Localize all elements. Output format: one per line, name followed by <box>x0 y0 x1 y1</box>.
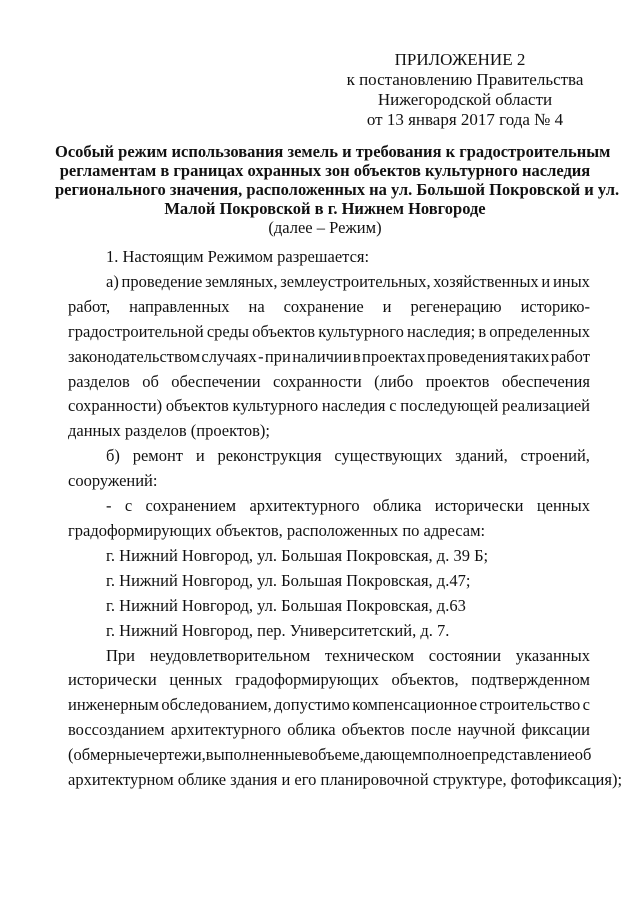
word: на <box>248 296 265 316</box>
word: законодательством <box>68 346 201 366</box>
word: чертежи, <box>143 745 206 765</box>
word: состоянии <box>428 645 502 665</box>
word: историко- <box>520 296 590 316</box>
word: При <box>106 645 135 665</box>
word: после <box>410 720 452 740</box>
paragraph-a-line <box>68 345 590 370</box>
word: хозяйственных <box>433 271 539 291</box>
word: градоформирующих <box>235 670 379 690</box>
appendix-date-line: от 13 января 2017 года № 4 <box>366 110 564 129</box>
word: градостроительной <box>68 321 204 341</box>
word: - <box>258 346 264 366</box>
word: исторически <box>434 496 524 516</box>
document-heading <box>55 142 620 237</box>
word: реконструкция <box>217 446 322 466</box>
word: выполненные <box>205 745 302 765</box>
word: представление <box>471 745 575 765</box>
address-item: г. Нижний Новгород, ул. Большая Покровская, д.47; <box>106 570 471 590</box>
word: сохранности) <box>68 396 163 416</box>
word: ценных <box>169 670 223 690</box>
word: строений, <box>520 446 590 466</box>
paragraph-a-line <box>68 394 590 419</box>
word: и <box>382 296 392 316</box>
word: объектов <box>341 720 405 740</box>
paragraph-a-line <box>68 295 590 320</box>
paragraph-d-line <box>68 718 590 743</box>
paragraph-d-line <box>68 743 590 768</box>
heading-subtitle: (далее – Режим) <box>268 218 382 237</box>
word: обеспечения <box>501 371 590 391</box>
word: фиксации <box>521 720 590 740</box>
word: облика <box>373 496 422 516</box>
word: указанных <box>515 645 590 665</box>
word: в <box>301 745 310 765</box>
word: объектов <box>165 396 229 416</box>
word: техническом <box>324 645 415 665</box>
word: последующей <box>400 396 499 416</box>
word: наследия <box>321 396 386 416</box>
paragraph-1: 1. Настоящим Режимом разрешается: <box>106 247 370 266</box>
word: реализацией <box>502 396 590 416</box>
word: сохранности <box>273 371 362 391</box>
appendix-region-line: Нижегородской области <box>377 90 553 109</box>
paragraph-c-line: градоформирующих объектов, расположенных по адресам: <box>68 520 486 540</box>
word: неудовлетворительном <box>149 645 311 665</box>
word: в <box>478 321 487 341</box>
paragraph-a-line <box>68 320 590 345</box>
word: объеме, <box>309 745 364 765</box>
word: - <box>106 496 112 516</box>
word: (либо <box>374 371 414 391</box>
word: компенсационное <box>352 695 478 715</box>
word: ремонт <box>132 446 184 466</box>
word: архитектурного <box>170 720 281 740</box>
word: ценных <box>536 496 590 516</box>
word: обеспечении <box>171 371 261 391</box>
word: среды <box>206 321 249 341</box>
word: с <box>582 695 590 715</box>
paragraph-d-line <box>68 668 590 693</box>
word: определенных <box>489 321 590 341</box>
paragraph-c-line <box>68 494 590 519</box>
word: случаях <box>201 346 257 366</box>
heading-line: регионального значения, расположенных на ул. Большой Покровской и ул. <box>55 180 620 199</box>
word: проведения <box>427 346 509 366</box>
word: зданий, <box>455 446 508 466</box>
word: и <box>195 446 205 466</box>
word: допустимо <box>274 695 350 715</box>
word: об <box>142 371 159 391</box>
word: б) <box>106 446 120 466</box>
address-item: г. Нижний Новгород, пер. Университетский, д. 7. <box>106 620 450 640</box>
word: проектах <box>362 346 426 366</box>
word: строительство <box>479 695 581 715</box>
address-item: г. Нижний Новгород, ул. Большая Покровская, д. 39 Б; <box>106 545 489 565</box>
word: сохранением <box>145 496 237 516</box>
paragraph-d-line: архитектурном облике здания и его планировочной структуре, фотофиксация); <box>68 770 623 790</box>
word: научной <box>457 720 516 740</box>
word: проектов <box>425 371 490 391</box>
word: культурного <box>232 396 319 416</box>
word: обследованием, <box>161 695 272 715</box>
word: культурного <box>318 321 404 341</box>
word: регенерацию <box>410 296 502 316</box>
word: облика <box>287 720 336 740</box>
heading-line: Малой Покровской в г. Нижнем Новгороде <box>164 199 486 218</box>
appendix-resolution-line: к постановлению Правительства <box>346 70 584 89</box>
word: земляных, <box>205 271 278 291</box>
word: таких <box>509 346 550 366</box>
word: инженерным <box>68 695 159 715</box>
paragraph-b-line <box>68 444 590 469</box>
word: наследия; <box>406 321 476 341</box>
paragraph-a-line: данных разделов (проектов); <box>68 421 271 441</box>
appendix-title: ПРИЛОЖЕНИЕ 2 <box>394 50 526 69</box>
word: архитектурного <box>249 496 360 516</box>
address-item: г. Нижний Новгород, ул. Большая Покровская, д.63 <box>106 595 466 615</box>
heading-line: регламентам в границах охранных зон объектов культурного наследия <box>59 161 591 180</box>
heading-line: Особый режим использования земель и требования к градостроительным <box>55 142 611 161</box>
appendix-header <box>340 50 590 130</box>
word: в <box>352 346 361 366</box>
word: полное <box>422 745 472 765</box>
word: воссозданием <box>68 720 165 740</box>
word: объектов, <box>391 670 459 690</box>
word: разделов <box>68 371 130 391</box>
word: иных <box>552 271 590 291</box>
word: дающем <box>363 745 423 765</box>
word: и <box>541 271 551 291</box>
word: работ <box>550 346 590 366</box>
word: сохранение <box>283 296 364 316</box>
word: при <box>264 346 291 366</box>
word: проведение <box>121 271 203 291</box>
paragraph-a-line <box>68 370 590 395</box>
paragraph-d-line <box>68 644 590 669</box>
word: объектов <box>252 321 316 341</box>
word: с <box>124 496 133 516</box>
word: подтвержденном <box>471 670 590 690</box>
document-body <box>68 245 623 793</box>
word: об <box>574 745 592 765</box>
paragraph-b-line: сооружений: <box>68 471 158 491</box>
word: (обмерные <box>68 745 144 765</box>
word: существующих <box>334 446 443 466</box>
word: землеустроительных, <box>280 271 431 291</box>
word: исторически <box>68 670 157 690</box>
paragraph-a-line <box>68 270 590 295</box>
paragraph-d-line <box>68 693 590 718</box>
word: а) <box>106 271 119 291</box>
word: работ, <box>68 296 111 316</box>
word: наличии <box>292 346 352 366</box>
word: направленных <box>129 296 230 316</box>
word: с <box>389 396 397 416</box>
